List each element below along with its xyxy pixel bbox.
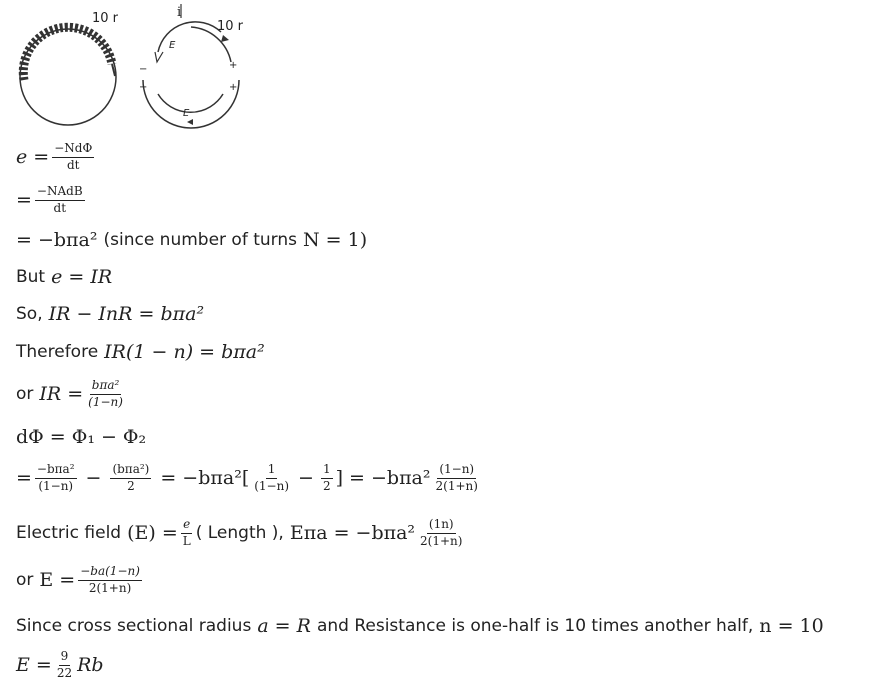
so-math: IR − InR = bπa² [48,303,205,325]
eq-emf-adb [16,185,88,216]
expand-eq3: ] = −bπa² [335,466,431,489]
expand-f4-den: 2 [322,478,331,493]
expand-frac4 [321,463,333,494]
or-e-text: or [16,569,34,590]
final-fraction [55,650,74,681]
final-math2: Rb [77,653,104,676]
expand-frac2 [110,463,151,494]
final-den: 22 [56,665,73,680]
field-frac1 [181,518,193,549]
current-label: i [177,5,182,20]
emf2-fraction [35,185,85,216]
emf-fraction [52,142,94,173]
field-text: Electric field [16,522,122,543]
emf2-lhs: = [16,188,32,211]
minus-sign-1: − [139,64,148,75]
expand-eq1: = [16,466,32,489]
expand-frac3 [252,463,291,494]
but-text: But [16,267,46,287]
since-text2: and Resistance is one-half is 10 times another half, [316,616,754,636]
expand-f2-den: 2 [127,478,135,493]
field-f1-num: e [181,518,192,534]
eq-emf-value [16,231,367,250]
expand-f2-num: (bπa²) [110,463,151,479]
ir-num: bπa² [90,379,122,395]
eq-emf [16,142,97,173]
ir-math: IR = [39,382,84,405]
dphi-math: dΦ = Φ₁ − Φ₂ [16,426,147,448]
plus-sign-1: + [229,60,238,71]
expand-f3-num: 1 [266,463,278,479]
expand-frac5 [434,463,480,494]
emf2-den: dt [53,200,67,215]
field-text2: ( Length ), [195,522,284,543]
field-math2: Eπa = −bπa² [289,521,416,544]
field-label-bottom: E [183,108,190,119]
expand-f1-num: −bπa² [35,463,77,479]
emf-value-math: = −bπa² [16,229,98,251]
emf-lhs: e = [16,145,50,168]
eq-dphi [16,428,146,447]
ir-den: (1−n) [88,394,123,409]
expand-f5-num: (1−n) [437,463,476,479]
eq-ir [16,379,128,410]
or-e-den: 2(1+n) [88,580,132,595]
expand-minus1: − [85,466,102,489]
emf-value-math2: N = 1) [302,229,368,251]
since-math1: a = R [257,615,311,637]
final-math: E = [16,653,52,676]
emf-den: dt [67,157,80,172]
ir-text: or [16,383,34,404]
eq-final [16,650,104,681]
but-math: e = IR [51,266,113,288]
emf2-num: −NAdB [35,185,85,201]
or-e-math: E = [39,568,76,591]
expand-f3-den: (1−n) [254,478,290,493]
left-resistance-label: 10 r [92,11,119,26]
expand-eq2: = −bπa²[ [160,466,250,489]
expand-minus2: − [298,466,314,489]
eq-so [16,305,204,324]
eq-since [16,617,824,636]
since-math2: n = 10 [759,615,824,637]
plus-sign-2: + [229,82,238,93]
so-text: So, [16,304,43,324]
expand-f4-num: 1 [321,463,333,479]
ring-figure-left [14,2,128,127]
eq-therefore [16,343,265,362]
minus-sign-2: − [139,82,148,93]
eq-but [16,268,112,287]
field-f2-den: 2(1+n) [420,533,463,548]
eq-expand [16,463,483,494]
field-f2-num: (1n) [427,518,456,534]
expand-f5-den: 2(1+n) [435,478,478,493]
right-resistance-label: 10 r [217,19,244,34]
since-text1: Since cross sectional radius [16,616,252,636]
field-f1-den: L [182,533,191,548]
emf-value-text: (since number of turns [103,230,297,250]
field-frac2 [418,518,464,549]
expand-f1-den: (1−n) [38,478,74,493]
field-label-top: E [169,40,176,51]
field-math1: (E) = [127,521,178,544]
eq-electric-field [16,518,467,549]
or-e-num: −ba(1−n) [78,565,142,581]
therefore-text: Therefore [16,342,99,362]
expand-frac1 [35,463,77,494]
eq-or-e [16,565,145,596]
ir-fraction [86,379,125,410]
therefore-math: IR(1 − n) = bπa² [104,341,265,363]
ring-figure-right [133,2,247,131]
final-num: 9 [59,650,71,666]
emf-num: −NdΦ [52,142,94,158]
or-e-fraction [78,565,142,596]
